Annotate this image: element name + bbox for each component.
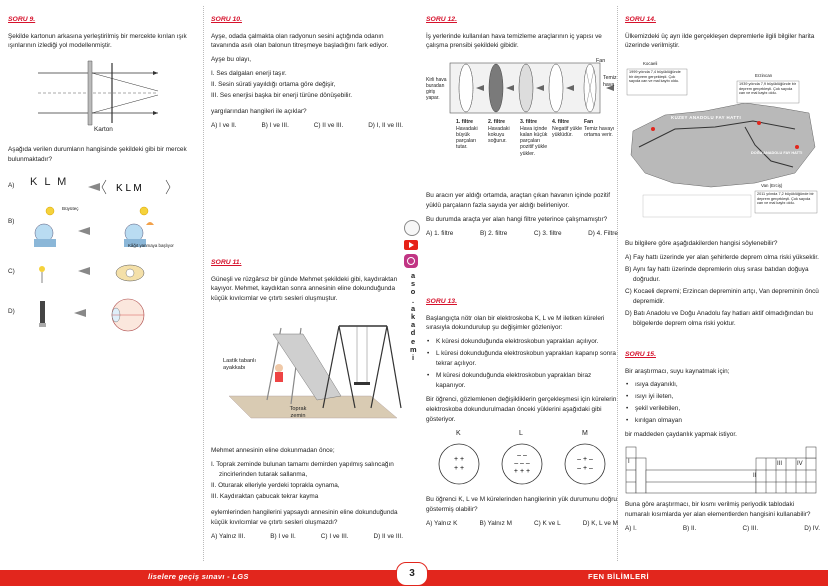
brand-letter: a [410,303,416,313]
van-note: 2011 yılında 7,2 büyüklüğünde bir deprem gerçekleşti. Çok sayıda can ve mal kaybı oldu. [757,192,814,206]
van-label: Van (Erciş) [761,183,783,189]
statement-iii: III. Kaydıraktan çabucak tekrar kayma [211,492,319,500]
question-text: Ayşe bu olayı, [211,56,252,64]
cell-i: I [628,459,630,466]
property-shapeable: • şekil verilebilen, [625,404,820,414]
statement-ii: II. Sesin sürati yayıldığı ortama göre değişir, [211,81,336,89]
question-prompt: Bu bilgilere göre aşağıdakilerden hangisi söylenebilir? [625,240,778,248]
option-b[interactable]: B) Yalnız M [479,519,512,527]
option-b[interactable]: B) II. [682,524,697,532]
option-a[interactable] [8,173,196,197]
brand-letter: o [410,287,416,297]
option-b[interactable] [8,205,196,249]
filter-body: Negatif yükle yüklüdür. [552,125,582,138]
brand-letter: . [411,295,415,305]
question-title: SORU 10. [211,16,242,23]
option-b[interactable]: B) 2. filtre [479,230,508,238]
svg-text:– – –: – – – [514,459,530,467]
option-a[interactable]: A) Yalnız III. [211,532,246,540]
fan-label: Fan [596,58,606,65]
option-a[interactable]: A) I. [625,524,637,532]
statement-iii: III. Ses enerjisi başka bir enerji türüne dönüşebilir. [211,92,353,100]
options [625,524,820,534]
filter-head: Fan [584,119,594,126]
question-title: SORU 14. [625,16,656,23]
question-text: Ülkemizdeki üç ayrı ilde gerçekleşen depremlerle ilgili bilgiler harita üzerinde verilmiştir. [625,32,815,50]
filter-body: Hava içinde kalan küçük parçaları pozitif yükle yükler. [520,125,548,157]
brand-vertical [410,272,416,362]
shoe-label: Lastik tabanlı ayakkabı [223,358,256,372]
option-b[interactable]: B) I ve III. [261,121,289,129]
question-text: Bir araştırmacı, suyu kaynatmak için; [625,367,730,375]
property-heat-conductive: • ısıyı iyi ileten, [625,392,820,402]
option-c[interactable]: C) 3. filtre [533,230,562,238]
question-prompt: Bu durumda araçta yer alan hangi filtre yeterince çalışmamıştır? [426,216,608,224]
observation-m: • M küresi dokunduğunda elektroskobun yaprakları biraz kapanıyor. [426,371,618,391]
filter-4-desc [552,119,582,138]
question-title: SORU 11. [211,259,242,266]
option-label: B) [8,218,15,226]
filter-body: Havadaki büyük parçaları tutar. [456,125,478,151]
eba-icon[interactable] [404,220,420,236]
options [211,532,403,542]
brand-letter: a [410,320,416,330]
lens-figure [8,55,196,135]
brand-letter: a [410,271,416,280]
option-a[interactable]: A) I ve II. [211,121,237,129]
question-title: SORU 9. [8,16,36,23]
eaf-label: DOĞU ANADOLU FAY HATTI [751,151,803,156]
question-text: Güneşli ve rüzgârsız bir günde Mehmet şekildeki gibi, kaydıraktan kayıyor. Mehmet, kaydıktan sonra annesinin eline dokunduğunda küçük kıvılcımlar ve çıtırtı sesleri oluşmuştur. [211,275,398,303]
option-label: C) [8,268,15,276]
option-label: A) [8,182,15,190]
filter-3-desc [520,119,550,156]
svg-text:K L M: K L M [116,183,142,195]
filter-head: 4. filtre [552,119,570,126]
footer-exam-name: liselere geçiş sınavı - LGS [148,572,249,581]
filter-body: Havadaki kokuyu soğurur. [488,125,510,145]
option-c[interactable]: C) I ve III. [320,532,349,540]
cell-iv: IV [797,461,803,468]
question-10 [211,15,403,131]
page-number: 3 [396,562,428,586]
filter-head: 2. filtre [488,119,506,126]
question-text: Aşağıda verilen durumların hangisinde şekildeki gibi bir mercek bulunmaktadır? [8,146,187,164]
erzincan-note: 1939 yılında 7,9 büyüklüğünde bir deprem gerçekleşti. Çok sayıda can ve mal kaybı oldu. [739,82,796,96]
magnifier-label: Büyüteç [62,206,79,212]
option-d[interactable]: D) I, II ve III. [368,121,403,129]
question-11 [211,258,403,542]
social-icons [404,220,422,268]
option-b[interactable]: B) I ve II. [270,532,296,540]
brand-letter: k [410,312,416,322]
statement-i: I. Ses dalgaları enerji taşır. [211,70,287,78]
filter-body: Temiz havayı ortama verir. [584,125,615,138]
cell-iii: III [777,461,783,468]
observation-k: • K küresi dokunduğunda elektroskobun yaprakları açılıyor. [426,337,618,347]
air-purifier-figure [426,55,618,181]
svg-text:– + –: – + – [577,455,593,463]
question-text: Ayşe, odada çalmakta olan radyonun sesini açtığında odanın tavanında asılı olan balonun titreşmeye başladığını fark ediyor. [211,32,389,50]
erzincan-label: Erzincan [755,73,773,79]
svg-text:+ + +: + + + [513,467,531,475]
naf-label: KUZEY ANADOLU FAY HATTI [671,115,742,121]
spheres-figure [426,429,618,491]
brand-letter: s [410,279,416,289]
statement-ii: II. Oturarak elleriyle yerdeki toprakla oynama, [211,482,340,490]
question-text: Mehmet annesinin eline dokunmadan önce; [211,447,335,455]
svg-text:+ +: + + [453,455,465,463]
property-heat-resistant: • ısıya dayanıklı, [625,380,820,390]
option-d[interactable]: D) IV. [804,524,820,532]
question-text: Bu aracın yer aldığı ortamda, araçtan çıkan havanın içinde pozitif yüklü parçaların fazla sayıda yer aldığı belirleniyor. [426,192,611,210]
option-d[interactable]: D) II ve III. [373,532,403,540]
brand-letter: e [410,336,416,346]
property-not-brittle: • kırılgan olmayan [625,416,820,426]
youtube-icon[interactable] [404,240,418,250]
option-c[interactable] [8,257,196,289]
column-divider [203,6,204,561]
question-text: Şekilde kartonun arkasına yerleştirilmiş bir mercekte kırılan ışık ışınlarının izlediği yol modellenmiştir. [8,32,187,50]
sphere-m-label: M [582,429,588,437]
question-text: İş yerlerinde kullanılan hava temizleme araçlarının iç yapısı ve çalışma prensibi şekildeki gibidir. [426,32,602,50]
filter-1-desc [456,119,486,150]
option-c[interactable]: C) III. [742,524,759,532]
clean-air-label: Temiz hava [603,75,617,88]
option-label: D) [8,308,15,316]
question-prompt: Buna göre araştırmacı, bir kısmı verilmiş periyodik tablodaki numaralı kısımlarda yer alan elementlerden hangisini kullanabilir? [625,501,811,518]
option-d[interactable]: D) Batı Anadolu ve Doğu Anadolu fay hatları aktif olmadığından bu bölgelerde deprem olma riski yoktur. [625,309,813,327]
question-prompt: eylemlerinden hangilerini yapsaydı annesinin eline dokunduğunda küçük kıvılcımlar ve çıtırtı sesleri oluşmazdı? [211,508,398,526]
option-d[interactable] [8,295,196,335]
filter-head: 3. filtre [520,119,538,126]
kocaeli-note: 1999 yılında 7,4 büyüklüğünde bir deprem gerçekleşti. Çok sayıda can ve mal kaybı oldu. [629,70,681,84]
question-title: SORU 13. [426,298,457,305]
ground-label: Toprak zemin [289,406,307,419]
options [426,519,618,529]
dirty-air-label: Kirli hava buradan giriş yapar. [426,77,447,102]
question-9 [8,15,196,335]
paper-burning-label: Kâğıt yanmaya başlıyor [128,243,174,249]
question-prompt: yargılarından hangileri ile açıklar? [211,108,307,116]
option-d[interactable]: D) 4. Filtre [588,230,618,238]
kocaeli-label: Kocaeli [643,61,658,67]
klm-letters: K L M [30,176,69,189]
fan-desc [584,119,616,138]
question-prompt: Bu öğrenci K, L ve M kürelerinden hangilerinin yük durumunu doğru göstermiş olabilir? [426,495,617,513]
statement-i: I. Toprak zeminde bulunan tamamı demirden yapılmış salıncağın zincirlerinden tutarak sallanma, [211,461,394,479]
question-12 [426,15,618,239]
brand-letter: i [411,353,415,363]
svg-text:– + –: – + – [577,464,593,472]
playground-figure [211,308,403,428]
cell-ii: II [753,473,757,480]
option-b[interactable]: B) Aynı fay hattı üzerinde depremlerin oluş sırası batıdan doğuya doğrudur. [625,266,809,284]
filter-2-desc [488,119,518,144]
question-text: bir maddeden çaydanlık yapmak istiyor. [625,431,737,439]
option-a[interactable]: A) 1. filtre [426,230,454,238]
question-text: Bir öğrenci, gözlemlenen değişikliklerin gerçekleşmesi için kürelerin elektroskoba dokundurulmadan önceki yüklerini aşağıdaki gibi gösteriyor. [426,395,617,423]
question-15 [625,350,820,534]
filter-head: 1. filtre [456,119,474,126]
options [426,229,618,239]
svg-text:– –: – – [517,451,527,459]
option-a[interactable]: A) Fay hattı üzerinde yer alan şehirlerde deprem olma riski yükseklir. [625,254,819,262]
sphere-k-label: K [456,429,461,437]
option-c[interactable]: C) Kocaeli depremi; Erzincan depreminin artçı, Van depreminin öncü depremidir. [625,288,819,305]
question-title: SORU 15. [625,351,656,358]
brand-letter: d [410,328,416,338]
footer-subject: FEN BİLİMLERİ [588,572,650,581]
question-13 [426,297,618,529]
options [211,121,403,131]
question-text: Başlangıçta nötr olan bir elektroskoba K, L ve M iletken küreleri sırasıyla dokundurulup şu değişimler gözleniyor: [426,314,605,332]
svg-text:+ +: + + [453,464,465,472]
turkey-fault-map [625,55,820,229]
option-d[interactable]: D) K, L ve M [582,519,618,527]
brand-letter: m [410,344,417,354]
instagram-icon[interactable] [404,254,418,268]
option-c[interactable]: C) K ve L [533,519,561,527]
question-title: SORU 12. [426,16,457,23]
option-c[interactable]: C) II ve III. [313,121,344,129]
periodic-table [625,446,820,494]
sphere-l-label: L [519,429,523,437]
option-a[interactable]: A) Yalnız K [426,519,458,527]
observation-l: • L küresi dokunduğunda elektroskobun yaprakları kapanıp sonra tekrar açılıyor. [426,349,618,369]
karton-label: Karton [94,126,113,134]
question-14 [625,15,820,329]
